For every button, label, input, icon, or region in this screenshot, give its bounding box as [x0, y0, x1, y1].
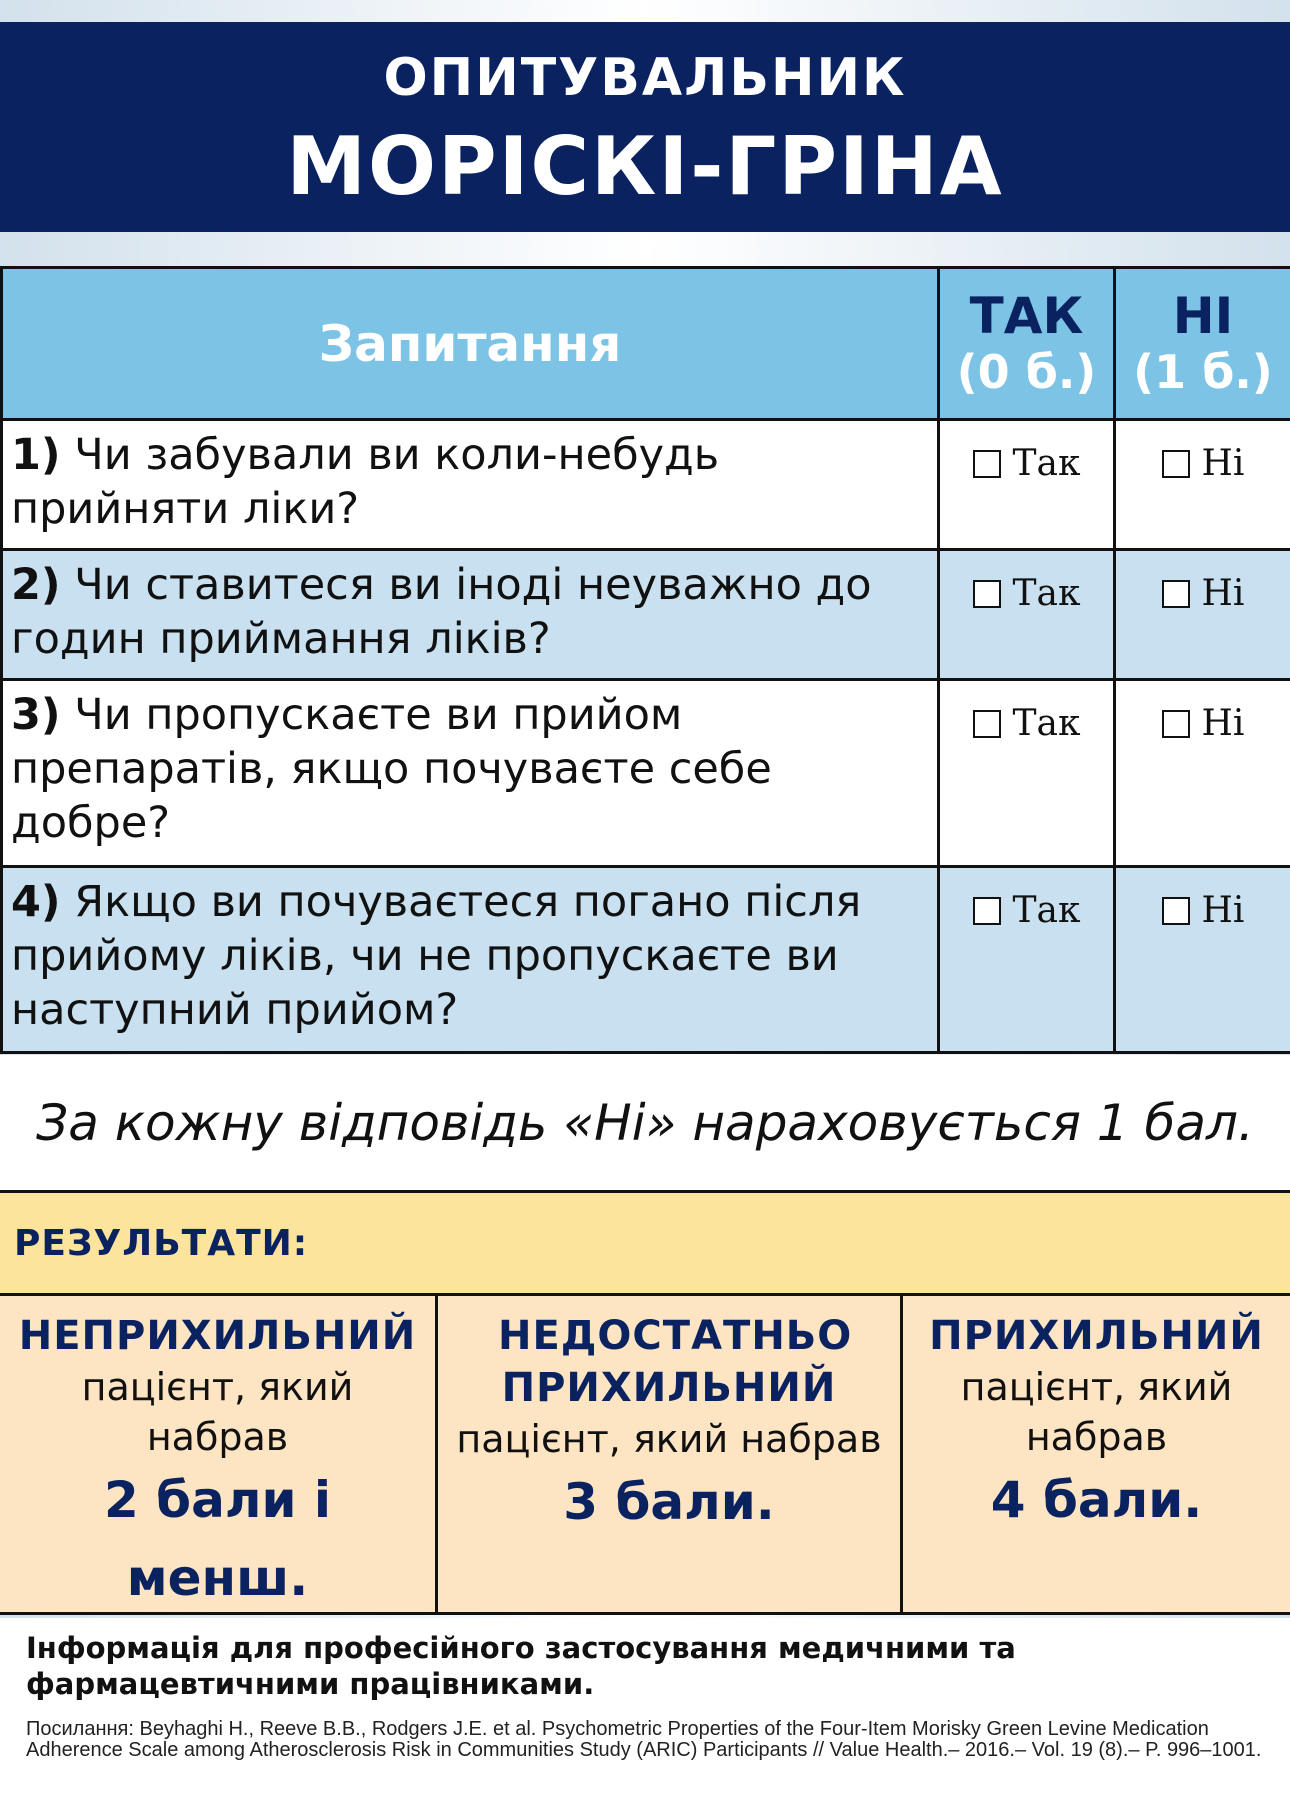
question-text: Чи ставитеся ви іноді неуважно до годин приймання ліків? [11, 560, 872, 664]
no-checkbox[interactable] [1162, 580, 1190, 608]
question-header-label: Запитання [318, 314, 622, 373]
question-cell [2, 867, 939, 1053]
no-option-label: Ні [1201, 890, 1245, 931]
question-text: Чи пропускаєте ви прийом препаратів, якщо почуваєте себе добре? [11, 690, 772, 848]
result-non-adherent [0, 1296, 438, 1612]
no-column-header [1115, 268, 1290, 420]
result-adherent [903, 1296, 1290, 1612]
no-checkbox[interactable] [1162, 450, 1190, 478]
yes-checkbox-cell[interactable] [939, 680, 1115, 867]
result-label: НЕДОСТАТНЬО ПРИХИЛЬНИЙ [498, 1313, 853, 1411]
question-cell [2, 420, 939, 550]
no-header-label: НІ [1172, 287, 1234, 346]
yes-checkbox-cell[interactable] [939, 550, 1115, 680]
result-description: пацієнт, який набрав [960, 1365, 1233, 1460]
question-column-header [2, 268, 939, 420]
no-checkbox-cell[interactable] [1115, 420, 1290, 550]
no-checkbox[interactable] [1162, 710, 1190, 738]
yes-option-label: Так [1012, 890, 1081, 931]
question-cell [2, 680, 939, 867]
result-score: 4 бали. [990, 1471, 1203, 1530]
results-title: РЕЗУЛЬТАТИ: [0, 1193, 1290, 1296]
table-row [2, 550, 1290, 680]
scoring-note: За кожну відповідь «Ні» нараховується 1 бал. [0, 1055, 1290, 1190]
table-row [2, 420, 1290, 550]
result-description: пацієнт, який набрав [81, 1365, 354, 1460]
table-row [2, 867, 1290, 1053]
result-score: 2 бали і менш. [103, 1471, 332, 1607]
results-columns [0, 1296, 1290, 1612]
yes-option-label: Так [1012, 703, 1081, 744]
result-label: НЕПРИХИЛЬНИЙ [18, 1313, 417, 1359]
yes-checkbox[interactable] [973, 450, 1001, 478]
question-text: Якщо ви почуваєтеся погано після прийому ліків, чи не пропускаєте ви наступний прийом? [11, 877, 862, 1035]
header-subtitle: ОПИТУВАЛЬНИК [383, 48, 907, 108]
header-banner [0, 22, 1290, 232]
no-header-points: (1 б.) [1133, 344, 1273, 399]
professional-use-note: Інформація для професійного застосування медичними та фармацевтичними працівниками. [26, 1631, 1016, 1702]
no-option-label: Ні [1201, 703, 1245, 744]
result-label: ПРИХИЛЬНИЙ [929, 1313, 1264, 1359]
question-number: 4) [11, 877, 61, 927]
no-option-label: Ні [1201, 443, 1245, 484]
result-description: пацієнт, який набрав [456, 1417, 882, 1461]
results-section [0, 1190, 1290, 1615]
table-row [2, 680, 1290, 867]
no-checkbox-cell[interactable] [1115, 550, 1290, 680]
question-text: Чи забували ви коли-небудь прийняти ліки? [11, 430, 720, 534]
no-checkbox-cell[interactable] [1115, 680, 1290, 867]
questionnaire-table [0, 266, 1290, 1054]
yes-checkbox-cell[interactable] [939, 420, 1115, 550]
footer [0, 1618, 1290, 1795]
yes-checkbox[interactable] [973, 897, 1001, 925]
yes-checkbox[interactable] [973, 580, 1001, 608]
question-number: 3) [11, 690, 61, 740]
yes-header-points: (0 б.) [956, 344, 1097, 399]
result-score: 3 бали. [563, 1473, 775, 1532]
yes-column-header [939, 268, 1115, 420]
no-checkbox-cell[interactable] [1115, 867, 1290, 1053]
question-number: 1) [11, 430, 61, 480]
question-number: 2) [11, 560, 61, 610]
yes-option-label: Так [1012, 443, 1081, 484]
yes-checkbox-cell[interactable] [939, 867, 1115, 1053]
yes-header-label: ТАК [969, 287, 1084, 346]
question-cell [2, 550, 939, 680]
no-option-label: Ні [1201, 573, 1245, 614]
result-insufficient [438, 1296, 903, 1612]
no-checkbox[interactable] [1162, 897, 1190, 925]
reference-citation: Посилання: Beyhaghi H., Reeve B.B., Rodgers J.E. et al. Psychometric Properties of the Four-Item Morisky Green Levine Medication Adherence Scale among Atherosclerosis Risk in Communities Study (ARIC) Participants // Value Health.– 2016.– Vol. 19 (8).– P. 996–1001. [26, 1717, 1262, 1761]
yes-option-label: Так [1012, 573, 1081, 614]
yes-checkbox[interactable] [973, 710, 1001, 738]
table-header-row [2, 268, 1290, 420]
header-title: МОРІСКІ-ГРІНА [286, 120, 1004, 213]
